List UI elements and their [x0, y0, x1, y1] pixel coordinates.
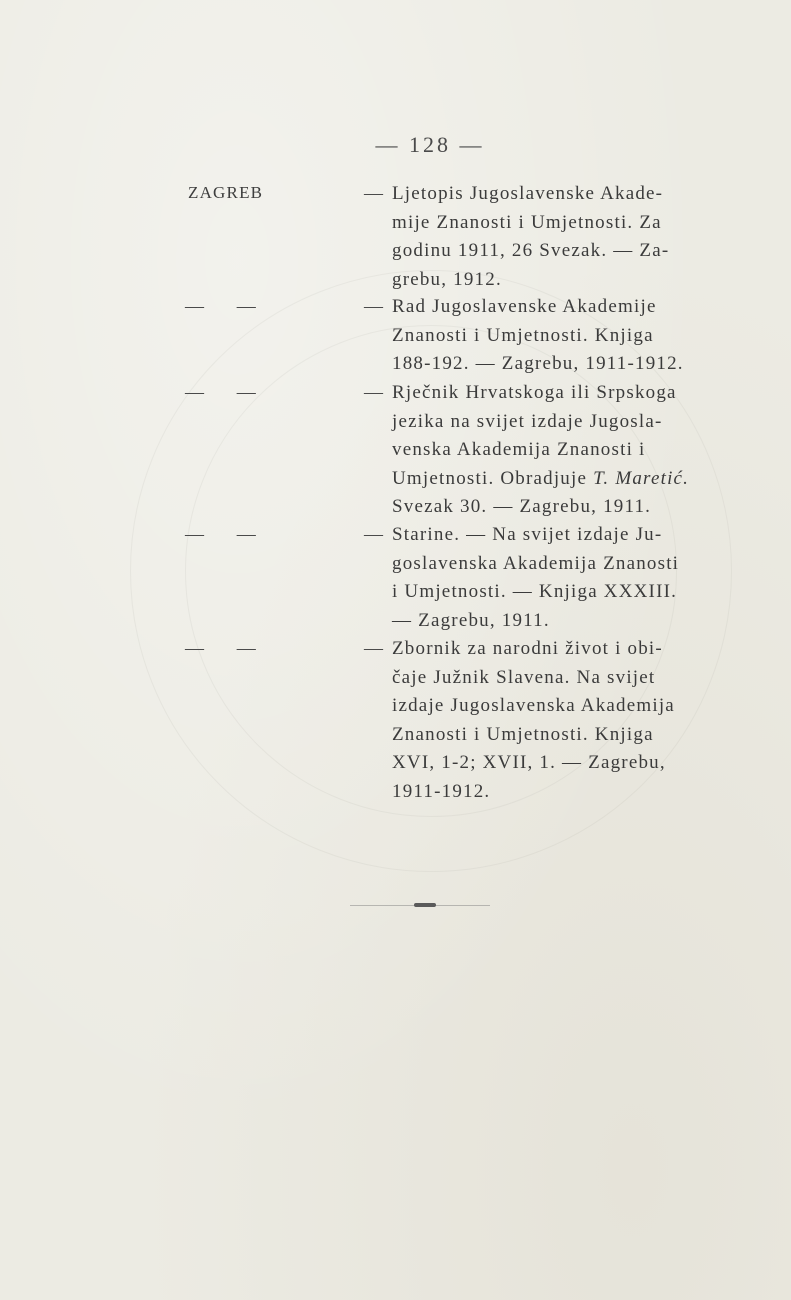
entry-line: Svezak 30. — Zagrebu, 1911.: [392, 496, 652, 518]
entry-line: Znanosti i Umjetnosti. Knjiga: [392, 723, 654, 745]
entry-line: jezika na svijet izdaje Jugosla-: [392, 410, 663, 432]
margin-ditto-dashes-3: — —: [185, 382, 270, 403]
margin-ditto-dashes-2: — —: [185, 296, 270, 317]
entry-dash-4: —: [364, 524, 383, 545]
bibliography-entry-4: [392, 521, 687, 635]
entry-dash-1: —: [364, 183, 383, 204]
entry-line: izdaje Jugoslavenska Akademija: [392, 695, 675, 717]
entry-line: venska Akademija Znanosti i: [392, 439, 646, 461]
entry-line: grebu, 1912.: [392, 268, 502, 290]
entry-line: 1911-1912.: [392, 780, 491, 802]
entry-line: čaje Južnik Slavena. Na svijet: [392, 666, 656, 688]
margin-label-city: ZAGREB: [188, 183, 264, 202]
entry-line: XVI, 1-2; XVII, 1. — Zagrebu,: [392, 752, 666, 774]
page-number: — 128 —: [375, 132, 485, 157]
entry-dash-3: —: [364, 382, 383, 403]
entry-line: Znanosti i Umjetnosti. Knjiga: [392, 324, 654, 346]
bibliography-entry-1: [392, 180, 687, 294]
bibliography-entry-3: [392, 379, 690, 522]
margin-ditto-dashes-4: — —: [185, 524, 270, 545]
entry-line: goslavenska Akademija Znanosti: [392, 552, 680, 574]
entry-dash-5: —: [364, 638, 383, 659]
entry-line: Rad Jugoslavenske Akademije: [392, 296, 657, 317]
entry-line: godinu 1911, 26 Svezak. — Za-: [392, 240, 670, 262]
bibliography-entry-5: [392, 635, 687, 807]
entry-line: Rječnik Hrvatskoga ili Srpskoga: [392, 382, 677, 403]
entry-line: 188-192. — Zagrebu, 1911-1912.: [392, 353, 684, 375]
entry-line: Zbornik za narodni život i obi-: [392, 638, 663, 659]
entry-line: — Zagrebu, 1911.: [392, 609, 550, 631]
bibliography-entry-2: [392, 293, 687, 379]
end-ornament-mark: [414, 903, 436, 907]
margin-ditto-dashes-5: — —: [185, 638, 270, 659]
entry-line: mije Znanosti i Umjetnosti. Za: [392, 211, 662, 233]
entry-line: [392, 465, 690, 494]
entry-dash-2: —: [364, 296, 383, 317]
editor-name: T. Maretić.: [593, 467, 690, 489]
entry-line: Starine. — Na svijet izdaje Ju-: [392, 524, 663, 545]
entry-line: i Umjetnosti. — Knjiga XXXIII.: [392, 581, 678, 603]
entry-line: Ljetopis Jugoslavenske Akade-: [392, 183, 664, 204]
entry-text: Umjetnosti. Obradjuje: [392, 467, 594, 489]
